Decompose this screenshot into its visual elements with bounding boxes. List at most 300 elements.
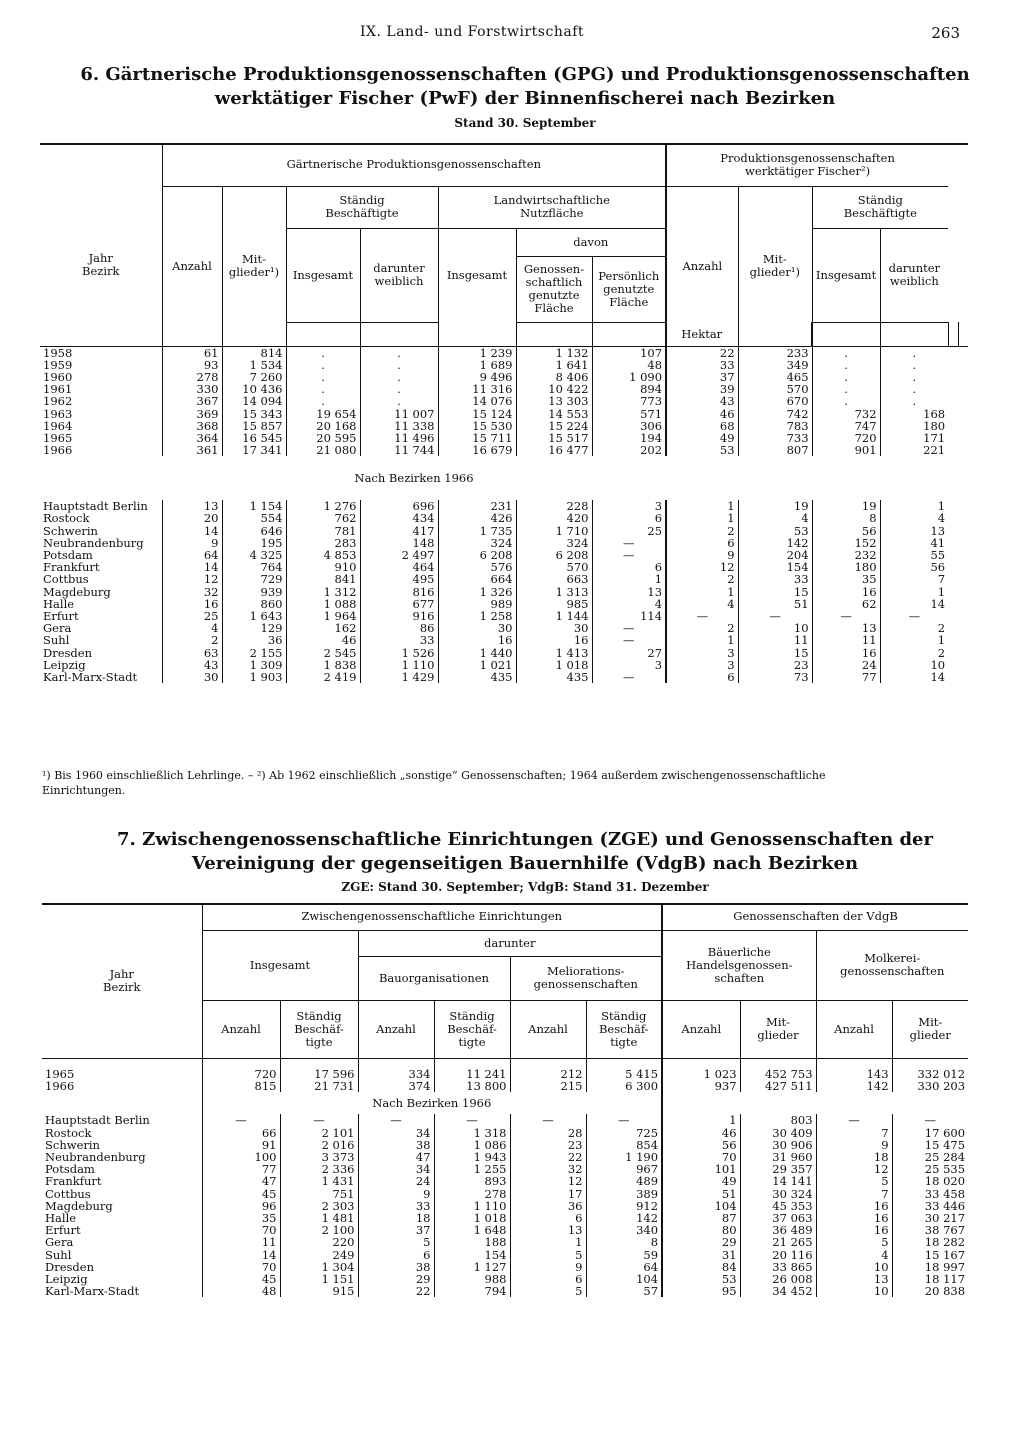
table7-zge-header: Zwischengenossenschaftliche Einrichtungen — [202, 904, 662, 930]
table-cell: 2 — [880, 622, 948, 634]
table-cell: 23 — [510, 1139, 586, 1151]
table-cell: 4 — [666, 598, 738, 610]
table-cell: 46 — [666, 407, 738, 419]
table-cell: 1 — [662, 1114, 740, 1126]
table-cell: 16 — [438, 634, 516, 646]
table-cell: — — [892, 1114, 968, 1126]
row-label: Karl-Marx-Stadt — [45, 1284, 140, 1299]
table-cell: 916 — [360, 610, 438, 622]
table-cell: 10 — [816, 1285, 892, 1297]
table-cell: 16 — [812, 646, 880, 658]
table-cell: 1 255 — [434, 1163, 510, 1175]
table-cell: 25 — [162, 610, 222, 622]
table-cell: 14 076 — [438, 395, 516, 407]
row-label: Rostock — [45, 1125, 92, 1140]
table-cell: 1 326 — [438, 586, 516, 598]
row-label: 1965 — [43, 430, 73, 445]
table-cell: 18 282 — [892, 1236, 968, 1248]
table-cell: 663 — [516, 573, 592, 585]
table-cell: . — [880, 395, 948, 407]
table-cell: 2 101 — [280, 1127, 358, 1139]
table-cell: 803 — [740, 1114, 816, 1126]
table-cell: 1 127 — [434, 1261, 510, 1273]
table-cell: 3 — [666, 659, 738, 671]
table-cell: 48 — [202, 1285, 280, 1297]
table-cell: 15 124 — [438, 407, 516, 419]
table-cell: 20 838 — [892, 1285, 968, 1297]
table-cell: 18 117 — [892, 1273, 968, 1285]
table-cell: 104 — [586, 1273, 662, 1285]
table-cell: 34 452 — [740, 1285, 816, 1297]
table-cell: 220 — [280, 1236, 358, 1248]
col-lwn: Landwirtschaftliche Nutzfläche — [438, 186, 666, 228]
table6-districts-body — [40, 500, 968, 683]
table-cell: 13 — [812, 622, 880, 634]
table-row — [40, 634, 968, 646]
table-cell: 17 341 — [222, 444, 286, 456]
table-cell: 747 — [812, 420, 880, 432]
col-weiblich-pwf: darunter weiblich — [880, 228, 948, 322]
table-cell: 1 090 — [592, 371, 666, 383]
table-cell: 32 — [510, 1163, 586, 1175]
table-cell: 915 — [280, 1285, 358, 1297]
table-cell: 16 477 — [516, 444, 592, 456]
table6-title-line1: 6. Gärtnerische Produktionsgenossenschaften (GPG) und Produktionsgenossenschaften — [80, 64, 970, 85]
table-cell: 570 — [738, 383, 812, 395]
table-cell: 25 284 — [892, 1151, 968, 1163]
table-cell: 45 — [202, 1188, 280, 1200]
table-cell: 33 — [358, 1200, 434, 1212]
table-cell: 195 — [222, 537, 286, 549]
table-cell: 33 458 — [892, 1188, 968, 1200]
table-cell: 912 — [586, 1200, 662, 1212]
table-cell: 33 — [666, 359, 738, 371]
table-cell: 16 — [516, 634, 592, 646]
row-label: Neubrandenburg — [43, 535, 144, 550]
table-cell: 6 — [592, 561, 666, 573]
table-cell: 4 — [738, 512, 812, 524]
table-cell: 37 063 — [740, 1212, 816, 1224]
table-cell: 63 — [162, 646, 222, 658]
table-cell: 12 — [816, 1163, 892, 1175]
table-cell: 1 648 — [434, 1224, 510, 1236]
table-cell: 16 679 — [438, 444, 516, 456]
table-row — [40, 573, 968, 585]
row-label: Rostock — [43, 511, 90, 526]
table-cell: 7 260 — [222, 371, 286, 383]
table-cell: 426 — [438, 512, 516, 524]
row-label: 1965 — [45, 1067, 75, 1082]
col-mitglieder-gpg: Mit- glieder¹) — [222, 186, 286, 346]
page-number: 263 — [931, 24, 960, 42]
table-cell: 2 016 — [280, 1139, 358, 1151]
unit-hektar: Hektar — [592, 322, 812, 346]
table-cell: 30 217 — [892, 1212, 968, 1224]
table-cell: 14 — [880, 671, 948, 683]
table-cell: 1 526 — [360, 646, 438, 658]
table-cell: 3 — [592, 500, 666, 512]
table-cell: 171 — [880, 432, 948, 444]
table-cell: 15 517 — [516, 432, 592, 444]
table-cell: 11 — [812, 634, 880, 646]
row-label: Neubrandenburg — [45, 1150, 146, 1165]
table-cell: 30 906 — [740, 1139, 816, 1151]
table-cell: 340 — [586, 1224, 662, 1236]
table-cell: 1 — [880, 586, 948, 598]
table-cell: 68 — [666, 420, 738, 432]
table-cell: 420 — [516, 512, 592, 524]
table-cell: 6 300 — [586, 1080, 662, 1092]
table-cell: . — [286, 359, 360, 371]
table-cell: 571 — [592, 407, 666, 419]
table-cell: 51 — [662, 1188, 740, 1200]
table6-footnote: ¹) Bis 1960 einschließlich Lehrlinge. – ²) Ab 1962 einschließlich „sonstige“ Genossenschaften; 1964 außerdem zwischengenossenschaftliche Einrichtungen. — [42, 769, 826, 797]
table-cell: 1 258 — [438, 610, 516, 622]
table-cell: 989 — [438, 598, 516, 610]
table-cell: 47 — [358, 1151, 434, 1163]
table-cell: 212 — [510, 1068, 586, 1080]
table-cell: 1 110 — [360, 659, 438, 671]
table-cell: — — [666, 610, 738, 622]
table-cell: 2 100 — [280, 1224, 358, 1236]
table-cell: 22 — [358, 1285, 434, 1297]
table-cell: — — [202, 1114, 280, 1126]
table-row — [42, 1236, 968, 1248]
table-cell: . — [812, 359, 880, 371]
row-label: Karl-Marx-Stadt — [43, 669, 138, 684]
table-cell: 1 018 — [434, 1212, 510, 1224]
table-cell: 61 — [162, 346, 222, 359]
table-cell: 148 — [360, 537, 438, 549]
table-cell: 14 553 — [516, 407, 592, 419]
table-cell: 56 — [812, 525, 880, 537]
row-label: Leipzig — [43, 657, 86, 672]
table-cell: 31 — [662, 1248, 740, 1260]
table-cell: 36 — [222, 634, 286, 646]
table-cell: 389 — [586, 1188, 662, 1200]
table-cell: 55 — [880, 549, 948, 561]
table-cell: 646 — [222, 525, 286, 537]
table-cell: 12 — [666, 561, 738, 573]
table-cell: 6 — [510, 1273, 586, 1285]
table-cell: 725 — [586, 1127, 662, 1139]
row-label: 1962 — [43, 394, 73, 409]
table-cell: 18 997 — [892, 1261, 968, 1273]
table-cell: 985 — [516, 598, 592, 610]
table6-title-line2: werktätiger Fischer (PwF) der Binnenfischerei nach Bezirken — [214, 88, 836, 109]
table-cell: 773 — [592, 395, 666, 407]
table7-title-line1: 7. Zwischengenossenschaftliche Einrichtungen (ZGE) und Genossenschaften der — [117, 829, 933, 850]
table-cell: 17 600 — [892, 1127, 968, 1139]
table-cell: 34 — [358, 1163, 434, 1175]
table-cell: 330 203 — [892, 1080, 968, 1092]
row-label: 1959 — [43, 357, 73, 372]
table-cell: 1 534 — [222, 359, 286, 371]
table-cell: 14 — [202, 1248, 280, 1260]
table-cell: 16 — [162, 598, 222, 610]
table7-vdgb-header: Genossenschaften der VdgB — [662, 904, 968, 930]
table-cell: . — [360, 383, 438, 395]
table-cell: 278 — [434, 1188, 510, 1200]
table-cell: . — [286, 383, 360, 395]
table-cell: — — [592, 671, 666, 683]
row-label: Gera — [43, 621, 72, 636]
table-cell: 1 151 — [280, 1273, 358, 1285]
table-cell: 152 — [812, 537, 880, 549]
table6-years-body — [40, 346, 968, 456]
row-label: 1964 — [43, 418, 73, 433]
table-cell: 143 — [816, 1068, 892, 1080]
table-cell: 2 155 — [222, 646, 286, 658]
table-cell: 367 — [162, 395, 222, 407]
table-cell: 2 — [666, 525, 738, 537]
table-cell: 95 — [662, 1285, 740, 1297]
table-cell: 489 — [586, 1175, 662, 1187]
table-cell: 1 088 — [286, 598, 360, 610]
table-cell: 781 — [286, 525, 360, 537]
table-cell: 16 — [816, 1224, 892, 1236]
table7 — [42, 904, 968, 1297]
table-cell: 15 343 — [222, 407, 286, 419]
table-row — [40, 407, 968, 419]
row-label: Cottbus — [45, 1186, 91, 1201]
table-cell: 33 — [360, 634, 438, 646]
table-cell: 4 — [162, 622, 222, 634]
table-cell: 37 — [358, 1224, 434, 1236]
table-cell: 56 — [662, 1139, 740, 1151]
table-cell: 278 — [162, 371, 222, 383]
table-cell: . — [286, 346, 360, 359]
table-cell: 25 535 — [892, 1163, 968, 1175]
table-cell: 751 — [280, 1188, 358, 1200]
table-cell: 1 440 — [438, 646, 516, 658]
table-cell: 29 357 — [740, 1163, 816, 1175]
table-cell: 129 — [222, 622, 286, 634]
row-label: 1961 — [43, 382, 73, 397]
table-cell: 696 — [360, 500, 438, 512]
table-cell: 19 — [812, 500, 880, 512]
table-cell: 554 — [222, 512, 286, 524]
table-cell: 1 132 — [516, 346, 592, 359]
table-cell: 1 — [510, 1236, 586, 1248]
row-label: Hauptstadt Berlin — [45, 1113, 150, 1128]
table-cell: 7 — [816, 1127, 892, 1139]
col-molkerei: Molkerei- genossenschaften — [816, 930, 968, 1000]
table-cell: 87 — [662, 1212, 740, 1224]
col-staendig-gpg: Ständig Beschäftigte — [286, 186, 438, 228]
table-cell: 910 — [286, 561, 360, 573]
table-cell: — — [434, 1114, 510, 1126]
table-cell: 13 800 — [434, 1080, 510, 1092]
table-cell: 324 — [516, 537, 592, 549]
table-cell: 46 — [286, 634, 360, 646]
table-row — [40, 586, 968, 598]
table-cell: 9 — [816, 1139, 892, 1151]
table-cell: 1 110 — [434, 1200, 510, 1212]
table-row — [42, 1114, 968, 1126]
table-cell: 5 — [358, 1236, 434, 1248]
table-cell: 1 154 — [222, 500, 286, 512]
table-cell: 427 511 — [740, 1080, 816, 1092]
table-cell: 10 422 — [516, 383, 592, 395]
table-cell: 12 — [510, 1175, 586, 1187]
table-cell: 49 — [662, 1175, 740, 1187]
table-cell: 18 020 — [892, 1175, 968, 1187]
table-cell: 670 — [738, 395, 812, 407]
table-cell: . — [880, 383, 948, 395]
row-label: Halle — [43, 596, 75, 611]
table-row — [40, 346, 968, 359]
row-label: Magdeburg — [45, 1198, 113, 1213]
table-cell: 10 436 — [222, 383, 286, 395]
table-cell: 21 731 — [280, 1080, 358, 1092]
table-cell: 70 — [202, 1224, 280, 1236]
table-cell: 9 496 — [438, 371, 516, 383]
table-cell: 570 — [516, 561, 592, 573]
table-cell: — — [592, 549, 666, 561]
row-label: Erfurt — [45, 1223, 81, 1238]
row-label: Gera — [45, 1235, 74, 1250]
table-cell: 435 — [438, 671, 516, 683]
table-cell: 249 — [280, 1248, 358, 1260]
table-cell: 13 — [592, 586, 666, 598]
col-zge-insgesamt: Insgesamt — [202, 930, 358, 1000]
table-cell: 13 — [816, 1273, 892, 1285]
table-cell: 4 — [880, 512, 948, 524]
table-cell: 1 086 — [434, 1139, 510, 1151]
table-cell: 36 — [510, 1200, 586, 1212]
table-cell: 45 — [202, 1273, 280, 1285]
table-cell: 1 838 — [286, 659, 360, 671]
table-cell: 29 — [662, 1236, 740, 1248]
table-cell: 1 — [880, 634, 948, 646]
table-cell: 1 — [666, 634, 738, 646]
table-cell: 154 — [434, 1248, 510, 1260]
table-cell: 816 — [360, 586, 438, 598]
row-label: Magdeburg — [43, 584, 111, 599]
col-genossenschaftlich: Genossen- schaftlich genutzte Fläche — [516, 256, 592, 322]
table-row — [40, 646, 968, 658]
table-cell: 5 — [510, 1285, 586, 1297]
table-cell: 1 964 — [286, 610, 360, 622]
col-insgesamt-pwf: Insgesamt — [812, 228, 880, 322]
table-cell: 194 — [592, 432, 666, 444]
table-cell: 15 711 — [438, 432, 516, 444]
table-cell: 283 — [286, 537, 360, 549]
table-row — [42, 1248, 968, 1260]
table-cell: . — [812, 395, 880, 407]
table-cell: 10 — [738, 622, 812, 634]
table-cell: 901 — [812, 444, 880, 456]
table-cell: 38 — [358, 1139, 434, 1151]
table-cell: . — [360, 346, 438, 359]
table-cell: 35 — [202, 1212, 280, 1224]
row-label: 1958 — [43, 345, 73, 360]
table-cell: 104 — [662, 1200, 740, 1212]
table-cell: 57 — [586, 1285, 662, 1297]
table-cell: . — [360, 359, 438, 371]
row-label: Schwerin — [45, 1137, 100, 1152]
table-cell: 20 595 — [286, 432, 360, 444]
table-cell: 364 — [162, 432, 222, 444]
table-cell: 1 429 — [360, 671, 438, 683]
table-cell: 11 316 — [438, 383, 516, 395]
table-cell: 142 — [586, 1212, 662, 1224]
table-cell: 70 — [662, 1151, 740, 1163]
table-cell: 6 — [358, 1248, 434, 1260]
table-cell: 231 — [438, 500, 516, 512]
table-cell: 80 — [662, 1224, 740, 1236]
table-cell: 814 — [222, 346, 286, 359]
table-cell: 107 — [592, 346, 666, 359]
table-cell: 14 — [162, 525, 222, 537]
table-cell: 2 303 — [280, 1200, 358, 1212]
row-label: 1960 — [43, 369, 73, 384]
table-cell: 988 — [434, 1273, 510, 1285]
table-cell: 2 — [162, 634, 222, 646]
table6-gpg-header: Gärtnerische Produktionsgenossenschaften — [162, 144, 666, 186]
col-davon: davon — [516, 228, 666, 256]
table-cell: 162 — [286, 622, 360, 634]
table-cell: 860 — [222, 598, 286, 610]
table-cell: 11 241 — [434, 1068, 510, 1080]
table-cell: 24 — [358, 1175, 434, 1187]
table-cell: 13 — [880, 525, 948, 537]
table-cell: 38 767 — [892, 1224, 968, 1236]
row-label: Leipzig — [45, 1271, 88, 1286]
table-cell: 762 — [286, 512, 360, 524]
table-cell: 53 — [666, 444, 738, 456]
table-cell: 732 — [812, 407, 880, 419]
table-row — [42, 1285, 968, 1297]
table-cell: 221 — [880, 444, 948, 456]
table6-section-heading: Nach Bezirken 1966 — [354, 471, 474, 486]
col-weiblich-gpg: darunter weiblich — [360, 228, 438, 322]
table-cell: — — [816, 1114, 892, 1126]
table-cell: 25 — [592, 525, 666, 537]
table-cell: 369 — [162, 407, 222, 419]
table-cell: 807 — [738, 444, 812, 456]
table6-pwf-header: Produktionsgenossenschaften werktätiger Fischer²) — [666, 144, 948, 186]
table-cell: 14 — [880, 598, 948, 610]
table-cell: 1 431 — [280, 1175, 358, 1187]
table-cell: 56 — [880, 561, 948, 573]
table-cell: 742 — [738, 407, 812, 419]
table-cell: 720 — [202, 1068, 280, 1080]
table-cell: 70 — [202, 1261, 280, 1273]
table-cell: 332 012 — [892, 1068, 968, 1080]
table-cell: 15 224 — [516, 420, 592, 432]
table-cell: 21 080 — [286, 444, 360, 456]
table-cell: 1 481 — [280, 1212, 358, 1224]
table-cell: 93 — [162, 359, 222, 371]
table-cell: — — [592, 622, 666, 634]
table-cell: 24 — [812, 659, 880, 671]
table-cell: 1 021 — [438, 659, 516, 671]
table-row — [42, 1188, 968, 1200]
table-cell: 45 353 — [740, 1200, 816, 1212]
table-cell: 8 — [812, 512, 880, 524]
table-cell: 1 — [666, 500, 738, 512]
table-cell: . — [286, 395, 360, 407]
table-cell: 30 324 — [740, 1188, 816, 1200]
table-cell: 1 304 — [280, 1261, 358, 1273]
table-cell: . — [880, 346, 948, 359]
row-label: 1966 — [45, 1079, 75, 1094]
table-cell: 228 — [516, 500, 592, 512]
table-cell: 324 — [438, 537, 516, 549]
table-cell: 1 — [666, 512, 738, 524]
